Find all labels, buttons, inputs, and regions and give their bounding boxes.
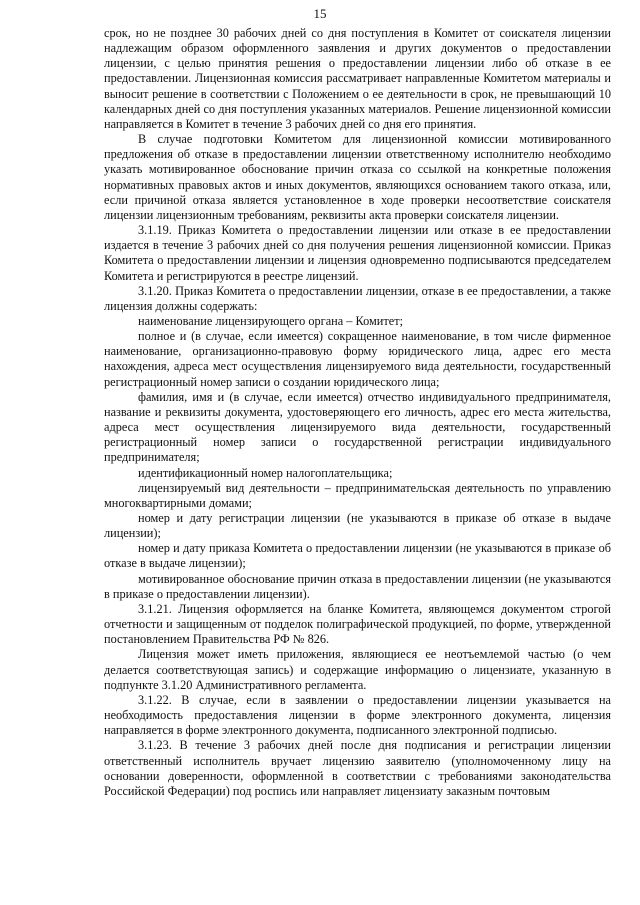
page-number: 15 — [313, 6, 327, 21]
paragraph: лицензируемый вид деятельности – предпринимательская деятельность по управлению многоквартирными домами; — [104, 480, 611, 510]
paragraph: номер и дату регистрации лицензии (не указываются в приказе об отказе в выдаче лицензии); — [104, 511, 611, 541]
paragraph: идентификационный номер налогоплательщика; — [138, 465, 393, 480]
paragraph: полное и (в случае, если имеется) сокращенное наименование, в том числе фирменное наименование, организационно-правовую форму юридического лица, адрес его места нахождения, адреса мест осуществления лицензируемого вида деятельности, государственный регистрационный номер записи о создании юридического лица; — [104, 329, 611, 389]
document-body — [104, 26, 611, 799]
paragraph: номер и дату приказа Комитета о предоставлении лицензии (не указываются в приказе об отказе в выдаче лицензии); — [104, 541, 611, 571]
paragraph: фамилия, имя и (в случае, если имеется) отчество индивидуального предпринимателя, название и реквизиты документа, удостоверяющего его личность, адрес его места жительства, адреса мест осуществления лицензируемого вида деятельности, государственный регистрационный номер записи о государственной регистрации индивидуального предпринимателя; — [104, 389, 611, 465]
paragraph: 3.1.19. Приказ Комитета о предоставлении лицензии или отказе в ее предоставлении издается в течение 3 рабочих дней со дня получения решения лицензионной комиссии. Приказ Комитета о предоставлении лицензии и лицензия одновременно подписываются председателем Комитета и регистрируются в реестре лицензий. — [104, 223, 611, 283]
paragraph: наименование лицензирующего органа – Комитет; — [138, 313, 403, 328]
paragraph: Лицензия может иметь приложения, являющиеся ее неотъемлемой частью (о чем делается соответствующая запись) и содержащие информацию о лицензиате, указанную в подпункте 3.1.20 Административного регламента. — [104, 647, 611, 692]
paragraph: В случае подготовки Комитетом для лицензионной комиссии мотивированного предложения об отказе в предоставлении лицензии ответственному исполнителю необходимо указать мотивированное обоснование причин отказа со ссылкой на конкретные положения нормативных правовых актов и иных документов, являющихся основанием такого отказа, или, если причиной отказа является установленное в ходе проверки несоответствие соискателя лицензии лицензионным требованиям, реквизиты акта проверки соискателя лицензии. — [104, 132, 611, 222]
paragraph: срок, но не позднее 30 рабочих дней со дня поступления в Комитет от соискателя лицензии надлежащим образом оформленного заявления и других документов о предоставлении лицензии, с целью принятия решения о предоставлении лицензии либо об отказе в ее предоставлении. Лицензионная комиссия рассматривает направленные Комитетом материалы и выносит решение в соответствии с Положением о ее деятельности в срок, не превышающий 10 календарных дней со дня поступления указанных материалов. Решение лицензионной комиссии направляется в Комитет в течение 3 рабочих дней со дня его принятия. — [104, 26, 611, 131]
paragraph: 3.1.21. Лицензия оформляется на бланке Комитета, являющемся документом строгой отчетности и защищенным от подделок полиграфической продукцией, по форме, утвержденной постановлением Правительства РФ № 826. — [104, 601, 611, 647]
paragraph: мотивированное обоснование причин отказа в предоставлении лицензии (не указываются в приказе о предоставлении лицензии). — [104, 571, 611, 601]
paragraph: 3.1.23. В течение 3 рабочих дней после дня подписания и регистрации лицензии ответственный исполнитель вручает лицензию заявителю (уполномоченному лицу на основании доверенности, оформленной в соответствии с требованиями законодательства Российской Федерации) под роспись или направляет лицензиату заказным почтовым — [104, 738, 611, 798]
paragraph: 3.1.22. В случае, если в заявлении о предоставлении лицензии указывается на необходимость предоставления лицензии в форме электронного документа, лицензия направляется в форме электронного документа, подписанного электронной подписью. — [104, 692, 611, 738]
paragraph: 3.1.20. Приказ Комитета о предоставлении лицензии, отказе в ее предоставлении, а также лицензия должны содержать: — [104, 283, 611, 313]
